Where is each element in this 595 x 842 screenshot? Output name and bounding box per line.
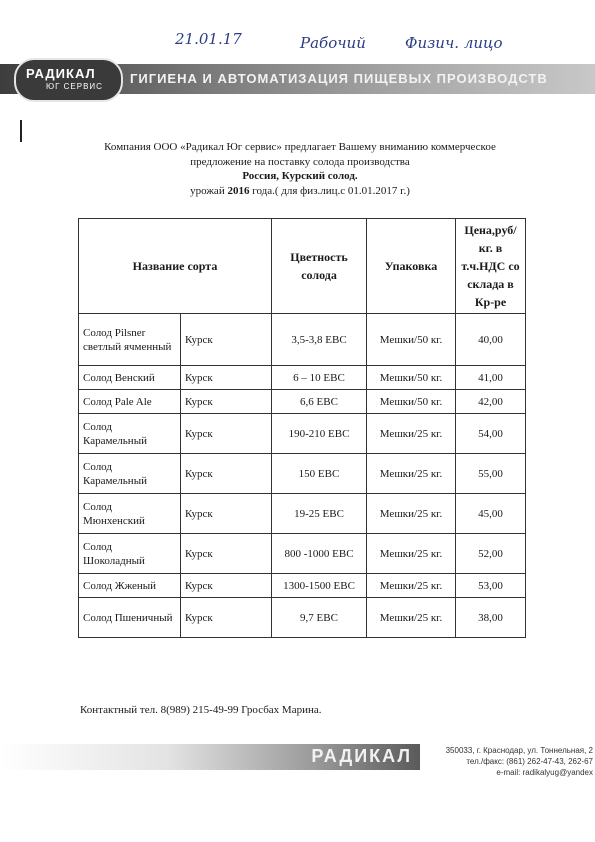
cell-name: Солод Жженый [79, 574, 181, 598]
cell-city: Курск [181, 534, 272, 574]
logo-main-text: РАДИКАЛ [26, 66, 96, 81]
intro-harvest-prefix: урожай [190, 184, 228, 197]
header-color: Цветность солода [272, 219, 367, 314]
cell-color: 6,6 EBC [272, 390, 367, 414]
cell-name: Солод Мюнхенский [79, 494, 181, 534]
footer-contacts [425, 745, 593, 778]
cell-color: 190-210 EBC [272, 414, 367, 454]
intro-line-2: предложение на поставку солода производства [190, 155, 410, 168]
footer-email: e-mail: radikalyug@yandex [496, 768, 593, 777]
cell-pack: Мешки/25 кг. [367, 534, 456, 574]
cell-pack: Мешки/50 кг. [367, 390, 456, 414]
cell-city: Курск [181, 494, 272, 534]
table-row [79, 454, 526, 494]
cell-city: Курск [181, 366, 272, 390]
logo-sub-text: ЮГ СЕРВИС [46, 82, 103, 91]
cell-name: Солод Венский [79, 366, 181, 390]
handwritten-role: Рабочий [300, 34, 366, 52]
cell-name: Солод Карамельный [79, 414, 181, 454]
table-row [79, 414, 526, 454]
cell-price: 54,00 [456, 414, 526, 454]
price-table [78, 218, 526, 638]
cell-city: Курск [181, 414, 272, 454]
cell-color: 6 – 10 EBC [272, 366, 367, 390]
table-row [79, 534, 526, 574]
cell-color: 3,5-3,8 EBC [272, 314, 367, 366]
cell-color: 800 -1000 EBC [272, 534, 367, 574]
header-name: Название сорта [79, 219, 272, 314]
handwritten-notes [0, 30, 595, 60]
intro-line-4 [60, 184, 540, 199]
contact-line: Контактный тел. 8(989) 215-49-99 Гросбах Марина. [80, 704, 322, 716]
cell-price: 42,00 [456, 390, 526, 414]
banner-slogan: ГИГИЕНА И АВТОМАТИЗАЦИЯ ПИЩЕВЫХ ПРОИЗВОДСТВ [130, 71, 548, 86]
cell-price: 40,00 [456, 314, 526, 366]
cell-price: 52,00 [456, 534, 526, 574]
handwritten-client-type: Физич. лицо [405, 34, 503, 52]
margin-mark [20, 120, 22, 142]
cell-price: 53,00 [456, 574, 526, 598]
cell-name: Солод Шоколадный [79, 534, 181, 574]
cell-price: 55,00 [456, 454, 526, 494]
cell-city: Курск [181, 574, 272, 598]
intro-paragraph [60, 140, 540, 198]
cell-name: Солод Pilsner светлый ячменный [79, 314, 181, 366]
table-row [79, 390, 526, 414]
cell-color: 150 EBC [272, 454, 367, 494]
cell-pack: Мешки/25 кг. [367, 414, 456, 454]
header-price: Цена,руб/кг. в т.ч.НДС со склада в Кр-ре [456, 219, 526, 314]
cell-name: Солод Pale Ale [79, 390, 181, 414]
cell-name: Солод Карамельный [79, 454, 181, 494]
cell-city: Курск [181, 598, 272, 638]
table-row [79, 366, 526, 390]
intro-line-1: Компания ООО «Радикал Юг сервис» предлагает Вашему вниманию коммерческое [104, 141, 496, 153]
table-row [79, 494, 526, 534]
cell-pack: Мешки/25 кг. [367, 574, 456, 598]
footer-banner [0, 744, 420, 770]
cell-name: Солод Пшеничный [79, 598, 181, 638]
cell-color: 1300-1500 EBC [272, 574, 367, 598]
intro-harvest-suffix: года.( для физ.лиц.с 01.01.2017 г.) [249, 184, 410, 197]
footer-logo: РАДИКАЛ [311, 746, 412, 766]
cell-city: Курск [181, 454, 272, 494]
table-row [79, 574, 526, 598]
footer-address: 350033, г. Краснодар, ул. Тоннельная, 2 [445, 746, 593, 755]
header-pack: Упаковка [367, 219, 456, 314]
table-row [79, 598, 526, 638]
intro-line-3: Россия, Курский солод. [242, 170, 358, 182]
cell-pack: Мешки/50 кг. [367, 314, 456, 366]
footer-phone: тел./факс: (861) 262-47-43, 262-67 [466, 757, 593, 766]
company-logo [14, 58, 123, 102]
cell-price: 41,00 [456, 366, 526, 390]
cell-price: 38,00 [456, 598, 526, 638]
cell-city: Курск [181, 314, 272, 366]
cell-price: 45,00 [456, 494, 526, 534]
intro-harvest-year: 2016 [227, 184, 250, 197]
handwritten-date: 21.01.17 [175, 30, 242, 48]
cell-pack: Мешки/25 кг. [367, 598, 456, 638]
table-row [79, 314, 526, 366]
cell-color: 9,7 EBC [272, 598, 367, 638]
cell-pack: Мешки/25 кг. [367, 494, 456, 534]
cell-pack: Мешки/50 кг. [367, 366, 456, 390]
cell-color: 19-25 EBC [272, 494, 367, 534]
cell-city: Курск [181, 390, 272, 414]
table-header-row [79, 219, 526, 314]
cell-pack: Мешки/25 кг. [367, 454, 456, 494]
